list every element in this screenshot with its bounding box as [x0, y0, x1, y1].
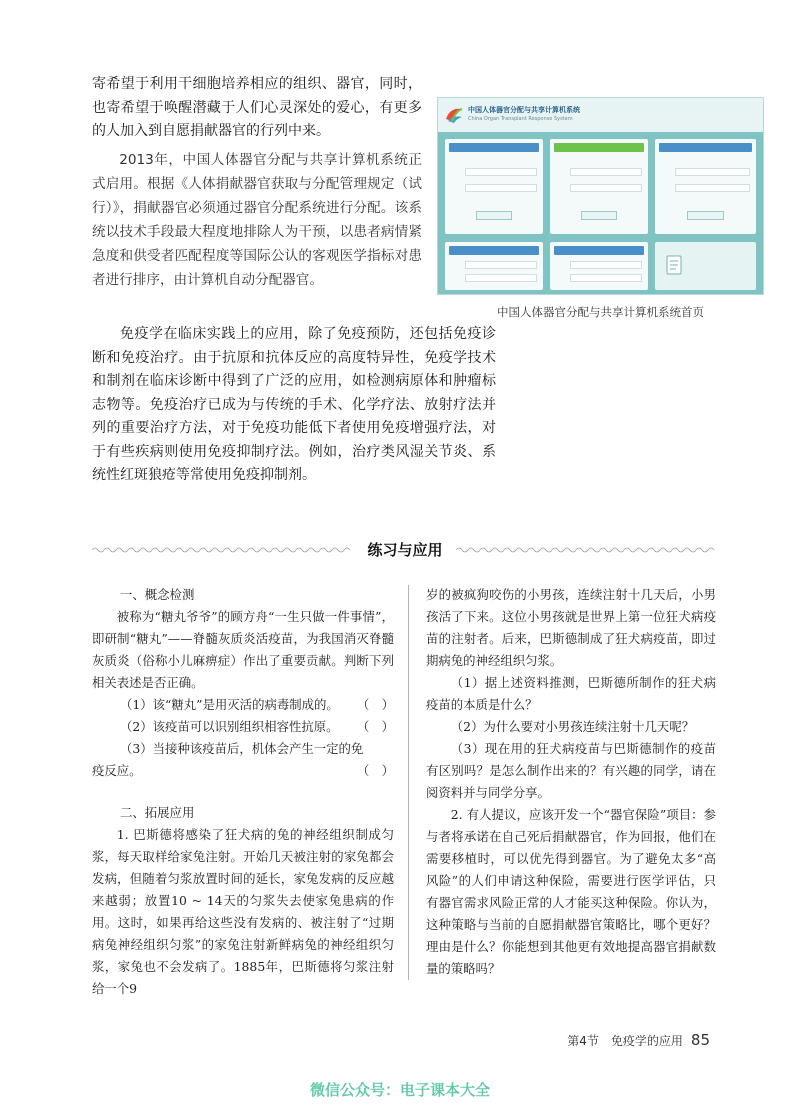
username-field[interactable] — [661, 167, 750, 177]
login-panel-2 — [550, 139, 648, 234]
figure-header-title: 中国人体器官分配与共享计算机系统 — [468, 106, 580, 114]
page-number: 85 — [690, 1031, 710, 1049]
login-panel-4 — [445, 242, 543, 290]
exercise-right-column — [426, 584, 716, 980]
section-title: 练习与应用 — [367, 541, 443, 559]
part1-q3-cont: 疫反应。 （ ） — [92, 760, 394, 782]
login-button[interactable] — [476, 211, 511, 220]
panel-bar — [659, 143, 752, 152]
part2-q3: （3）现在用的狂犬病疫苗与巴斯德制作的疫苗有区别吗？是怎么制作出来的？有兴趣的同学，请在阅资料并与同学分享。 — [426, 741, 716, 800]
panel-bar — [554, 246, 644, 255]
page-footer — [567, 1032, 710, 1049]
username-field[interactable] — [451, 260, 537, 270]
panel-bar — [449, 246, 539, 255]
part2-text1-right: 岁的被疯狗咬伤的小男孩，连续注射十几天后，小男孩活了下来。这位小男孩就是世界上第一位狂犬病疫苗的注射者。后来，巴斯德制成了狂犬病疫苗，即过期病兔的神经组织匀浆。 — [426, 587, 716, 668]
username-field[interactable] — [451, 167, 537, 177]
login-button[interactable] — [687, 211, 723, 220]
part1-heading: 一、概念检测 — [120, 587, 195, 602]
wavy-rule-left — [92, 546, 352, 554]
answer-paren[interactable]: （ ） — [356, 697, 394, 712]
part2-q2: （2）为什么要对小男孩连续注射十几天呢？ — [450, 719, 695, 734]
login-panel-3 — [655, 139, 756, 234]
body-paragraph-2: 2013年，中国人体器官分配与共享计算机系统正式启用。根据《人体捐献器官获取与分配管理规定（试行）》，捐献器官必须通过器官分配系统进行分配。该系统以技术手段最大程度地排除人为干预，以患者病情紧急度和供受者匹配程度等国际公认的客观医学指标对患者进行排序，由计算机自动分配器官。 — [92, 152, 422, 288]
footer-section: 第4节 免疫学的应用 — [567, 1034, 683, 1048]
part2-text2: 2. 有人提议，应该开发一个“器官保险”项目：参与者将承诺在自己死后捐献器官，作为回报，他们在需要移植时，可以优先得到器官。为了避免太多“高风险”的人们申请这种保险，需要进行医学评估，只有器官需求风险正常的人才能买这种保险。你认为，这种策略与当前的自愿捐献器官策略比，哪个更好？理由是什么？你能想到其他更有效地提高器官捐献数量的策略吗？ — [426, 807, 716, 976]
password-field[interactable] — [451, 183, 537, 193]
login-button[interactable] — [581, 211, 616, 220]
password-field[interactable] — [661, 183, 750, 193]
password-field[interactable] — [556, 183, 642, 193]
login-panel-5 — [550, 242, 648, 290]
part2-q1: （1）据上述资料推测，巴斯德所制作的狂犬病疫苗的本质是什么？ — [426, 675, 716, 712]
document-icon — [663, 254, 685, 276]
exercise-left-column — [92, 584, 394, 1000]
part1-q3: （3）当接种该疫苗后，机体会产生一定的免 — [120, 741, 364, 756]
wechat-banner: 微信公众号：电子课本大全 — [309, 1081, 490, 1099]
answer-paren[interactable]: （ ） — [356, 719, 394, 734]
part2-text1-left: 1. 巴斯德将感染了狂犬病的兔的神经组织制成匀浆，每天取样给家兔注射。开始几天被注射的家兔都会发病，但随着匀浆放置时间的延长，家兔发病的反应越来越弱；放置10 ~ 14天的匀浆失去使家兔患病的作用。这时，如果再给这些没有发病的、被注射了“过期病兔神经组织匀浆”的家兔注射新鲜病兔的神经组织匀浆，家兔也不会发病了。1885年，巴斯德将匀浆注射给一个9 — [92, 827, 394, 996]
wavy-rule-right — [456, 546, 716, 554]
username-field[interactable] — [556, 167, 642, 177]
answer-paren[interactable]: （ ） — [356, 763, 394, 778]
figure-header — [438, 98, 763, 132]
password-field[interactable] — [556, 273, 642, 283]
info-panel — [655, 242, 756, 290]
password-field[interactable] — [451, 273, 537, 283]
figure-caption: 中国人体器官分配与共享计算机系统首页 — [497, 305, 704, 319]
system-logo-icon — [444, 105, 464, 125]
login-panel-1 — [445, 139, 543, 234]
system-homepage-figure — [437, 97, 764, 295]
part1-q2: （2）该疫苗可以识别组织相容性抗原。 （ ） — [92, 716, 394, 738]
panel-bar — [449, 143, 539, 152]
part2-heading: 二、拓展应用 — [120, 805, 195, 820]
body-paragraph-1: 寄希望于利用干细胞培养相应的组织、器官，同时，也寄希望于唤醒潜藏于人们心灵深处的爱心，有更多的人加入到自愿捐献器官的行列中来。 — [92, 76, 422, 139]
figure-header-subtitle: China Organ Transplant Response System — [468, 116, 573, 122]
panel-bar — [554, 143, 644, 152]
column-divider — [408, 585, 409, 980]
body-paragraph-3: 免疫学在临床实践上的应用，除了免疫预防，还包括免疫诊断和免疫治疗。由于抗原和抗体反应的高度特异性，免疫学技术和制剂在临床诊断中得到了广泛的应用，如检测病原体和肿瘤标志物等。免疫治疗已成为与传统的手术、化学疗法、放射疗法并列的重要治疗方法，对于免疫功能低下者使用免疫增强疗法，对于有些疾病则使用免疫抑制疗法。例如，治疗类风湿关节炎、系统性红斑狼疮等常使用免疫抑制剂。 — [92, 326, 496, 483]
part1-text: 被称为“糖丸爷爷”的顾方舟“一生只做一件事情”，即研制“糖丸”——脊髓灰质炎活疫苗，为我国消灭脊髓灰质炎（俗称小儿麻痹症）作出了重要贡献。判断下列相关表述是否正确。 — [92, 609, 394, 690]
part1-q1: （1）该“糖丸”是用灭活的病毒制成的。 （ ） — [92, 694, 394, 716]
username-field[interactable] — [556, 260, 642, 270]
